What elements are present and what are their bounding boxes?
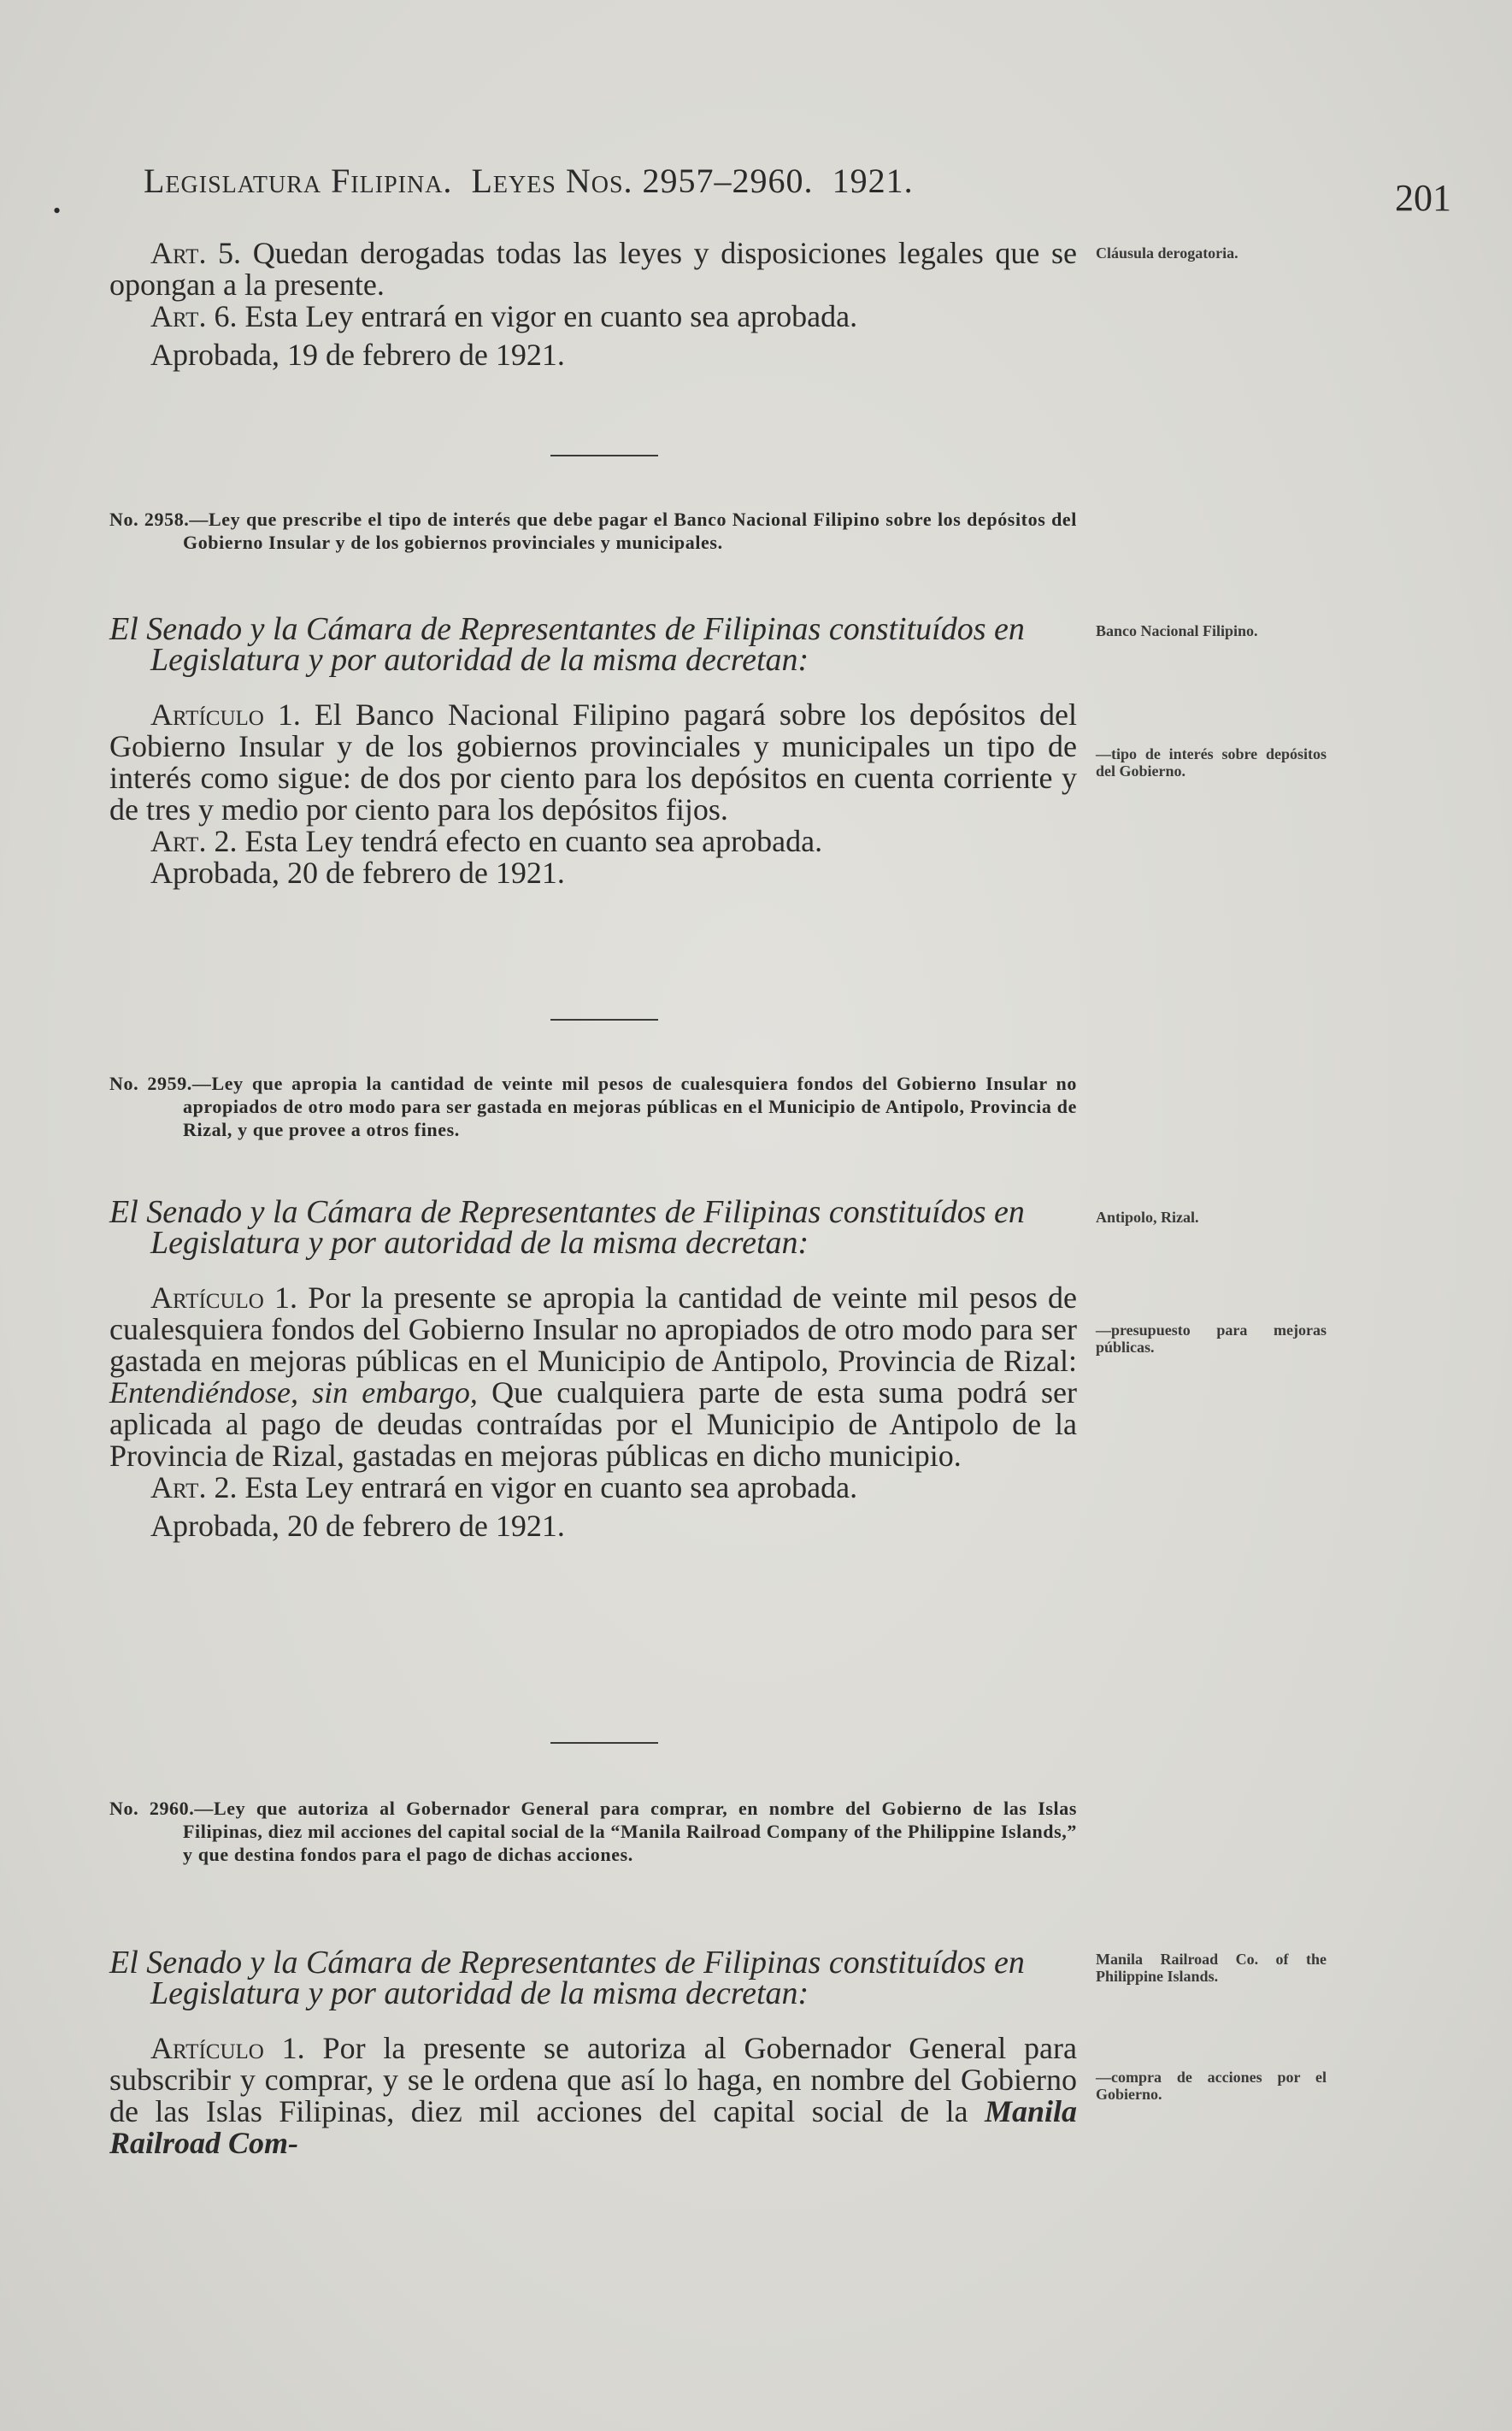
article-text: Que cualquiera parte de esta suma podrá ser aplicada al pago de deudas contraídas por el Municipio de Antipolo de la Provincia de Rizal, gastadas en mejoras públicas en dicho municipio. <box>109 1375 1077 1473</box>
enacting-clause: El Senado y la Cámara de Representantes de Filipinas constituídos en Legislatura y por autoridad de la misma decretan: <box>109 611 1025 678</box>
article-text: Esta Ley tendrá efecto en cuanto sea aprobada. <box>244 824 823 858</box>
law-title-text: —Ley que autoriza al Gobernador General para comprar, en nombre del Gobierno de las Islas Filipinas, diez mil acciones del capital social de la “Manila Railroad Company of the Philippine Islands,” y que destina fondos para el pago de dichas acciones. <box>183 1798 1077 1865</box>
article-label: Artículo 1. <box>150 1280 298 1315</box>
margin-note: —compra de acciones por el Gobierno. <box>1096 2069 1327 2103</box>
law-2959 <box>109 1072 1077 1141</box>
approval-date: Aprobada, 20 de febrero de 1921. <box>150 1509 565 1543</box>
page-number: 201 <box>1395 177 1451 219</box>
article-text: Esta Ley entrará en vigor en cuanto sea aprobada. <box>244 299 858 333</box>
article-2 <box>109 1472 1077 1504</box>
running-head <box>144 161 914 201</box>
margin-note: Cláusula derogatoria. <box>1096 244 1238 262</box>
article-text: Quedan derogadas todas las leyes y disposiciones legales que se opongan a la presente. <box>109 236 1077 302</box>
enacting-clause: El Senado y la Cámara de Representantes de Filipinas constituídos en Legislatura y por autoridad de la misma decretan: <box>109 1194 1025 1261</box>
article-label: Art. 6. <box>150 299 238 333</box>
article-5 <box>109 238 1077 301</box>
law-number: No. 2958. <box>109 509 190 530</box>
company-name: Manila Railroad Com- <box>109 2094 1077 2160</box>
margin-note: Antipolo, Rizal. <box>1096 1209 1199 1226</box>
law-number: No. 2960. <box>109 1798 195 1819</box>
article-label: Artículo 1. <box>150 2031 305 2065</box>
approval-date: Aprobada, 19 de febrero de 1921. <box>150 338 565 372</box>
article-text: Por la presente se autoriza al Gobernador General para subscribir y comprar, y se le ordena que así lo haga, en nombre del Gobierno de las Islas Filipinas, diez mil acciones del capital social de la <box>109 2031 1078 2128</box>
article-label: Art. 5. <box>150 236 242 270</box>
article-label: Artículo 1. <box>150 698 301 732</box>
running-head-year: 1921. <box>832 162 914 200</box>
law-2958-body <box>109 611 1078 890</box>
law-2959-body <box>109 1194 1078 1543</box>
running-head-legislature: Legislatura Filipina. <box>144 162 453 200</box>
article-1 <box>109 2033 1077 2159</box>
law-title <box>109 1072 1077 1141</box>
article-label: Art. 2. <box>150 824 238 858</box>
law-title-text: —Ley que apropia la cantidad de veinte mil pesos de cualesquiera fondos del Gobierno Insular no apropiados de otro modo para ser gastada en mejoras públicas en el Municipio de Antipolo, Provincia de Rizal, y que provee a otros fines. <box>183 1073 1077 1140</box>
article-text: El Banco Nacional Filipino pagará sobre los depósitos del Gobierno Insular y de los gobiernos provinciales y municipales un tipo de interés como sigue: de dos por ciento para los depósitos en cuenta corriente y de tres y medio por ciento para los depósitos fijos. <box>109 698 1078 827</box>
margin-note: Banco Nacional Filipino. <box>1096 622 1258 639</box>
article-2 <box>109 826 1077 857</box>
section-divider <box>550 1742 658 1744</box>
law-2957-end <box>109 238 1077 371</box>
approval-date: Aprobada, 20 de febrero de 1921. <box>150 856 565 890</box>
article-1 <box>109 1282 1077 1472</box>
law-number: No. 2959. <box>109 1073 192 1094</box>
law-2960 <box>109 1797 1077 1866</box>
proviso: Entendiéndose, sin embargo, <box>109 1375 478 1410</box>
running-head-laws: Leyes Nos. 2957–2960. <box>471 162 814 200</box>
article-6 <box>109 301 1077 333</box>
article-label: Art. 2. <box>150 1470 238 1504</box>
margin-note: —presupuesto para mejoras públicas. <box>1096 1321 1327 1356</box>
margin-dot: • <box>53 198 62 223</box>
section-divider <box>550 1019 658 1021</box>
margin-note: Manila Railroad Co. of the Philippine Islands. <box>1096 1951 1327 1985</box>
law-title <box>109 1797 1077 1866</box>
margin-note: —tipo de interés sobre depósitos del Gobierno. <box>1096 745 1327 780</box>
enacting-clause: El Senado y la Cámara de Representantes de Filipinas constituídos en Legislatura y por autoridad de la misma decretan: <box>109 1945 1025 2011</box>
article-1 <box>109 699 1077 826</box>
article-text: Por la presente se apropia la cantidad de veinte mil pesos de cualesquiera fondos del Gobierno Insular no apropiados de otro modo para ser gastada en mejoras públicas en el Municipio de Antipolo, Provincia de Rizal: <box>109 1280 1078 1378</box>
law-2960-body <box>109 1947 1077 2159</box>
law-title-text: —Ley que prescribe el tipo de interés que debe pagar el Banco Nacional Filipino sobre los depósitos del Gobierno Insular y de los gobiernos provinciales y municipales. <box>183 509 1077 553</box>
section-divider <box>550 455 658 456</box>
article-text: Esta Ley entrará en vigor en cuanto sea aprobada. <box>244 1470 858 1504</box>
law-title <box>109 508 1077 554</box>
law-2958 <box>109 508 1077 554</box>
